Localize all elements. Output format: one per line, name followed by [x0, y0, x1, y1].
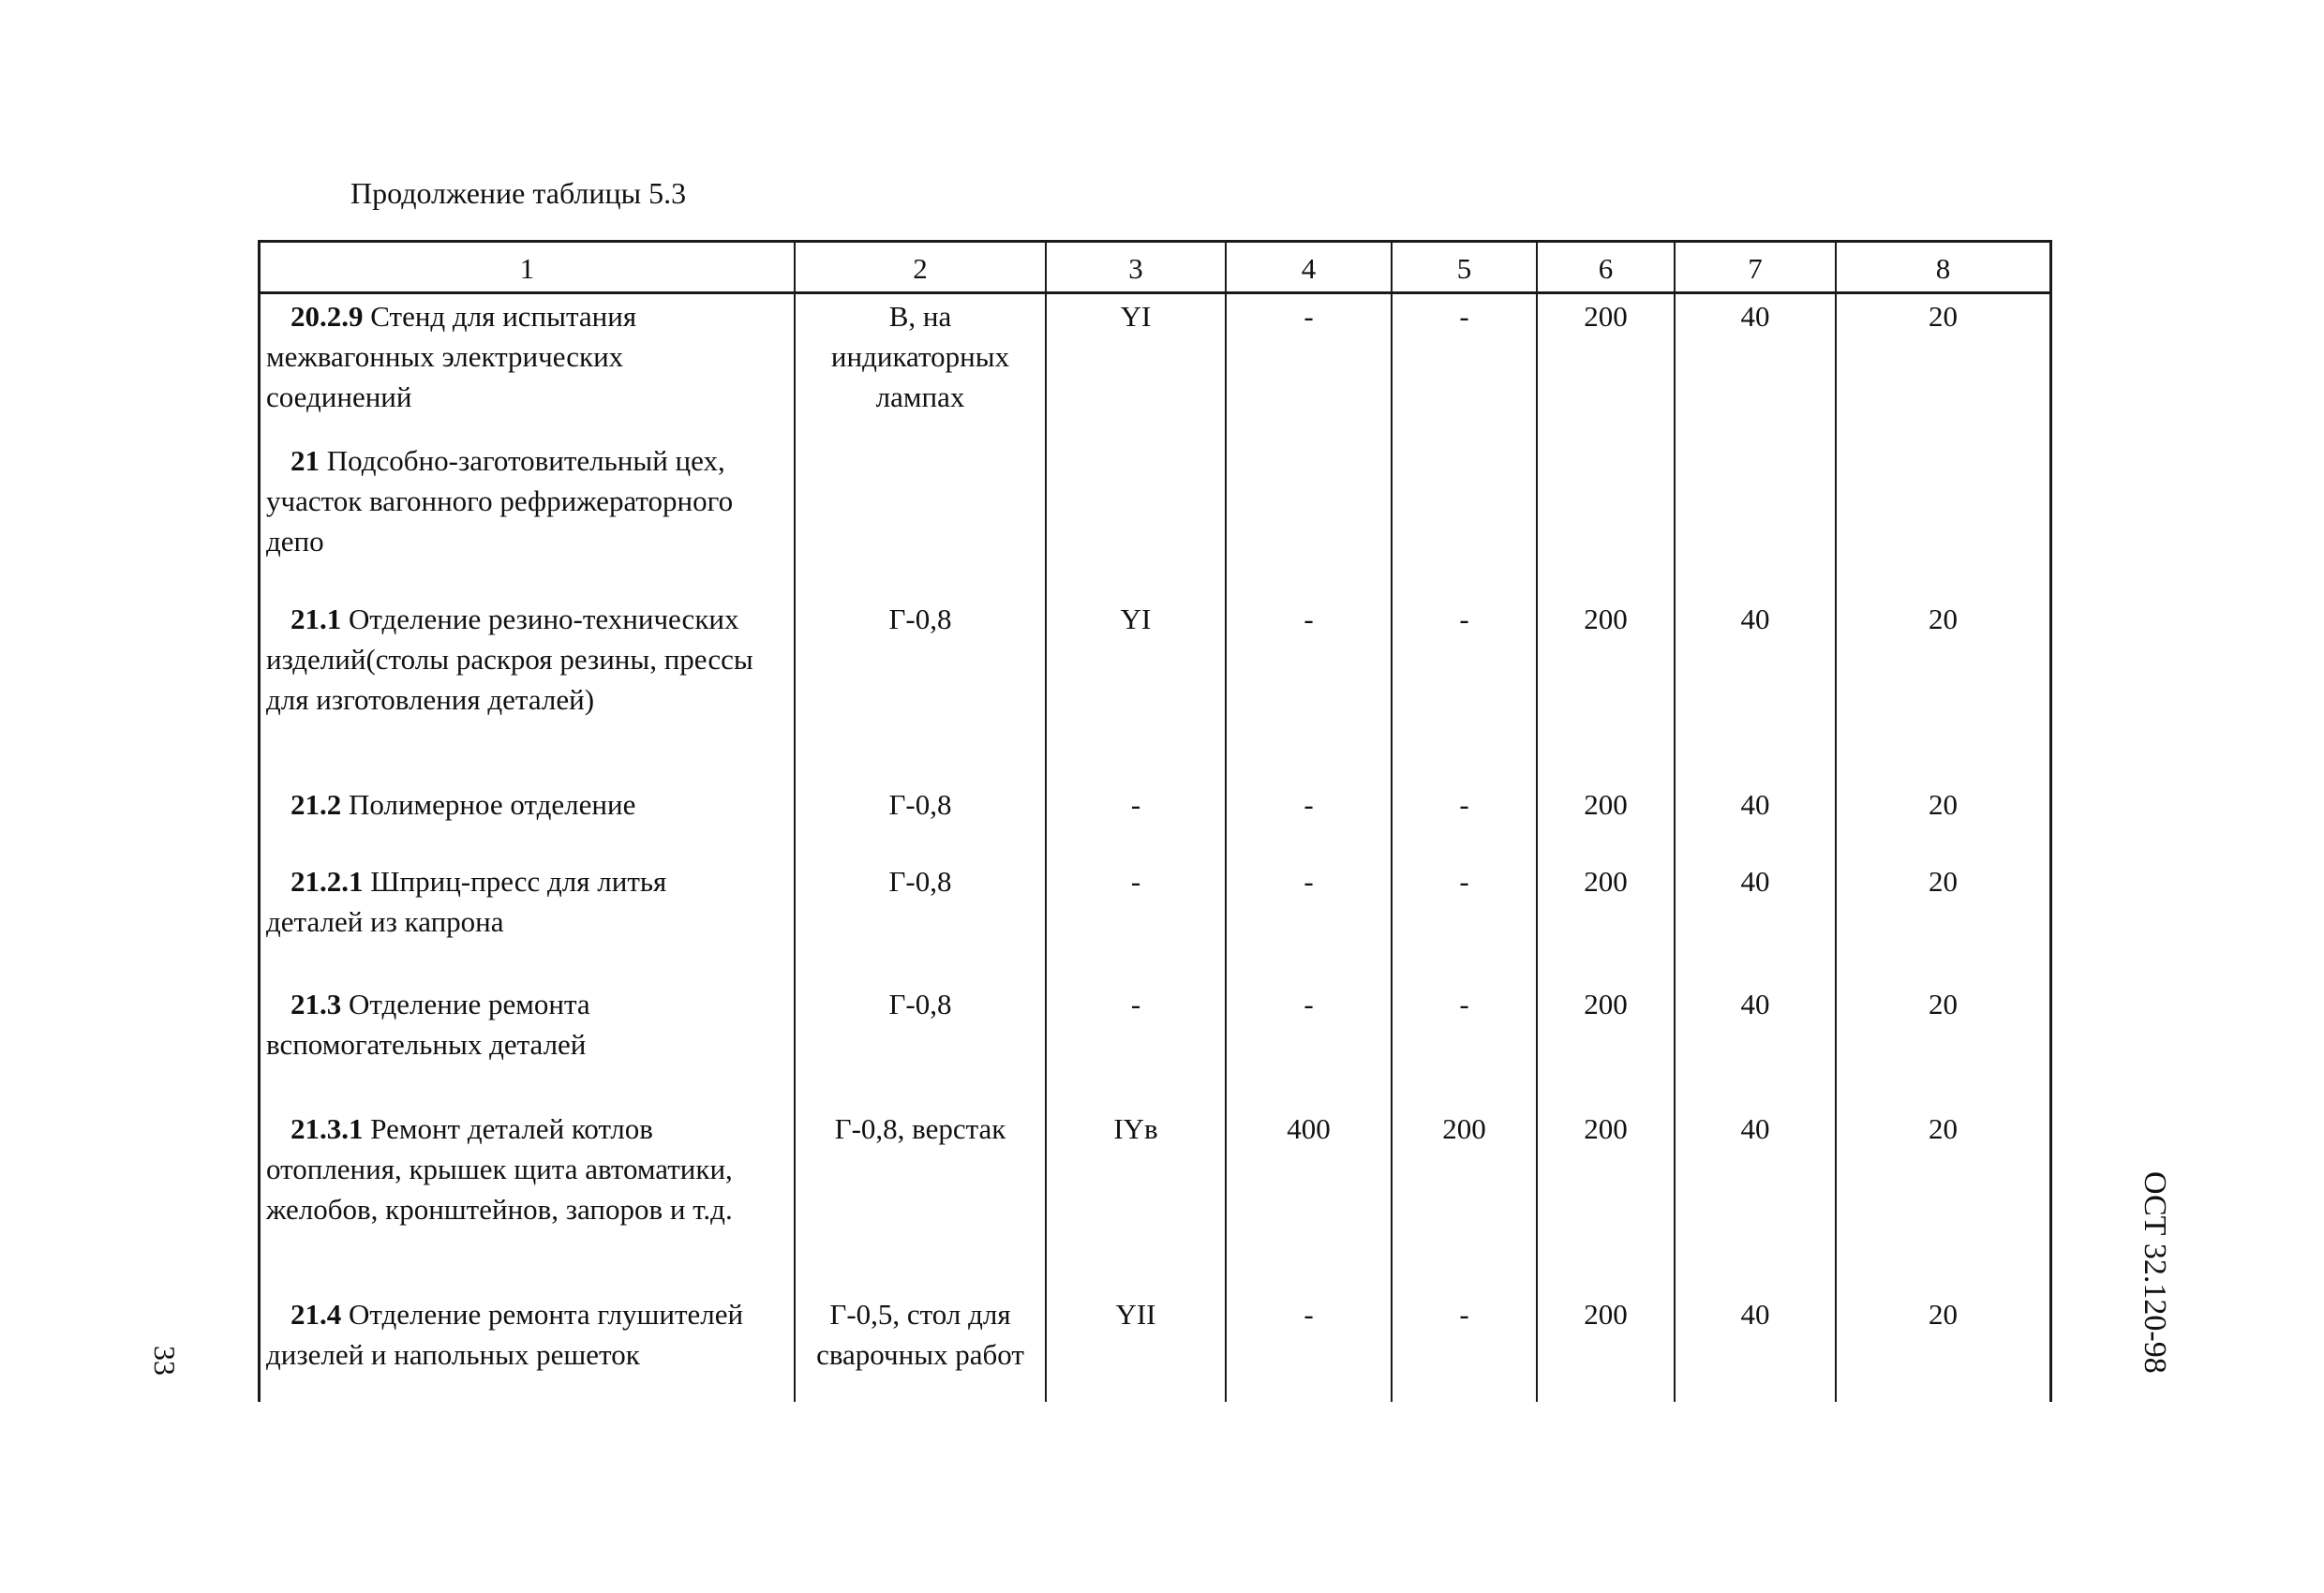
column-header-8: 8 — [1836, 243, 2049, 293]
cell-col-4: - — [1226, 1294, 1392, 1402]
cell-col-8: 20 — [1929, 987, 1958, 1020]
table-caption: Продолжение таблицы 5.3 — [350, 176, 687, 210]
cell-col-3: - — [1046, 861, 1226, 984]
cell-col-7: 40 — [1675, 293, 1836, 441]
description-line: депо — [266, 525, 324, 558]
cell-col-5: - — [1392, 861, 1537, 984]
header-row — [261, 243, 2049, 293]
cell-col-8: 20 — [1929, 300, 1958, 333]
cell-col-4: 400 — [1226, 1109, 1392, 1294]
description-line: межвагонных электрических — [266, 340, 624, 373]
item-code: 21.4 — [290, 1298, 342, 1332]
cell-col-8: 20 — [1929, 1298, 1958, 1332]
item-title: Шприц-пресс для литья — [370, 864, 667, 898]
cell-col-6 — [1537, 440, 1675, 599]
description-line: соединений — [266, 380, 412, 413]
cell-col-6: 200 — [1537, 1109, 1675, 1294]
col-2-line: индикаторных — [830, 340, 1010, 373]
table-row — [261, 1109, 2049, 1294]
table-row — [261, 984, 2049, 1109]
description-first-line — [266, 440, 788, 481]
col-2-line: сварочных работ — [816, 1338, 1024, 1372]
col-2-line: Г-0,8 — [888, 864, 952, 898]
table-row — [261, 293, 2049, 441]
item-code: 21.2 — [290, 788, 342, 822]
document-reference: ОСТ 32.120-98 — [2138, 1171, 2172, 1374]
cell-col-4: - — [1226, 984, 1392, 1109]
description-first-line — [266, 599, 788, 639]
description-first-line — [266, 784, 788, 825]
col-2-line: Г-0,8, верстак — [834, 1112, 1006, 1146]
column-header-7: 7 — [1675, 243, 1836, 293]
column-header-6: 6 — [1537, 243, 1675, 293]
description-line: для изготовления деталей) — [266, 683, 595, 717]
cell-description — [261, 861, 795, 984]
table-row — [261, 1294, 2049, 1402]
cell-description — [261, 784, 795, 860]
cell-col-7: 40 — [1675, 861, 1836, 984]
cell-col-6: 200 — [1537, 784, 1675, 860]
item-code: 21.3 — [290, 987, 342, 1020]
item-title: Полимерное отделение — [349, 788, 636, 822]
description-first-line — [266, 861, 788, 901]
cell-col-7: 40 — [1675, 1294, 1836, 1402]
cell-col-8 — [1836, 440, 2049, 599]
table-row — [261, 861, 2049, 984]
description-line: деталей из капрона — [266, 904, 504, 938]
cell-col-3: - — [1046, 984, 1226, 1109]
cell-col-2 — [795, 440, 1046, 599]
cell-description — [261, 984, 795, 1109]
cell-description — [261, 1109, 795, 1294]
cell-col-2 — [795, 1109, 1046, 1294]
cell-col-7 — [1675, 440, 1836, 599]
col-2-line: В, на — [888, 300, 952, 333]
col-2-line: Г-0,8 — [888, 788, 952, 822]
cell-col-7: 40 — [1675, 599, 1836, 784]
cell-col-6: 200 — [1537, 984, 1675, 1109]
cell-col-3: YI — [1046, 599, 1226, 784]
cell-col-4 — [1226, 440, 1392, 599]
table-row — [261, 784, 2049, 860]
cell-col-2 — [795, 1294, 1046, 1402]
item-title: Ремонт деталей котлов — [370, 1112, 653, 1146]
item-code: 21.1 — [290, 603, 342, 636]
description-first-line — [266, 984, 788, 1024]
data-table-frame — [258, 240, 2052, 1402]
description-line: желобов, кронштейнов, запоров и т.д. — [266, 1193, 733, 1227]
cell-col-3: YI — [1046, 293, 1226, 441]
cell-col-6: 200 — [1537, 293, 1675, 441]
cell-col-8: 20 — [1929, 603, 1958, 636]
item-code: 21.3.1 — [290, 1112, 364, 1146]
cell-col-6: 200 — [1537, 599, 1675, 784]
cell-col-2 — [795, 599, 1046, 784]
description-first-line — [266, 1109, 788, 1149]
cell-col-7: 40 — [1675, 1109, 1836, 1294]
cell-col-4: - — [1226, 599, 1392, 784]
cell-col-3: IYв — [1046, 1109, 1226, 1294]
col-2-line: Г-0,5, стол для — [829, 1298, 1011, 1332]
item-code: 20.2.9 — [290, 300, 364, 333]
cell-description — [261, 440, 795, 599]
cell-col-7: 40 — [1675, 984, 1836, 1109]
cell-col-2 — [795, 861, 1046, 984]
item-title: Подсобно-заготовительный цех, — [326, 444, 725, 478]
cell-col-3: YII — [1046, 1294, 1226, 1402]
cell-description — [261, 599, 795, 784]
cell-col-2 — [795, 984, 1046, 1109]
item-title: Отделение резино-технических — [349, 603, 739, 636]
table-row — [261, 440, 2049, 599]
col-2-line: Г-0,8 — [888, 603, 952, 636]
item-title: Отделение ремонта — [349, 987, 590, 1020]
cell-col-4: - — [1226, 784, 1392, 860]
col-2-line: Г-0,8 — [888, 987, 952, 1020]
table-body — [261, 293, 2049, 1403]
item-title: Стенд для испытания — [370, 300, 637, 333]
cell-col-5: - — [1392, 784, 1537, 860]
cell-col-5: - — [1392, 984, 1537, 1109]
cell-col-8: 20 — [1929, 788, 1958, 822]
item-code: 21 — [290, 444, 320, 478]
cell-col-3 — [1046, 440, 1226, 599]
description-line: отопления, крышек щита автоматики, — [266, 1153, 733, 1186]
cell-col-5: - — [1392, 1294, 1537, 1402]
data-table — [261, 243, 2049, 1402]
col-2-line: лампах — [875, 380, 965, 413]
cell-col-5: 200 — [1392, 1109, 1537, 1294]
description-first-line — [266, 296, 788, 336]
cell-col-4: - — [1226, 293, 1392, 441]
item-code: 21.2.1 — [290, 864, 364, 898]
cell-col-8: 20 — [1929, 1112, 1958, 1146]
cell-description — [261, 1294, 795, 1402]
description-line: дизелей и напольных решеток — [266, 1338, 640, 1372]
cell-col-6: 200 — [1537, 1294, 1675, 1402]
cell-col-7: 40 — [1675, 784, 1836, 860]
description-line: участок вагонного рефрижераторного — [266, 484, 734, 518]
cell-col-2 — [795, 784, 1046, 860]
cell-col-2 — [795, 293, 1046, 441]
item-title: Отделение ремонта глушителей — [349, 1298, 744, 1332]
cell-col-3: - — [1046, 784, 1226, 860]
cell-col-5: - — [1392, 293, 1537, 441]
description-line: изделий(столы раскроя резины, прессы — [266, 643, 753, 677]
column-header-3: 3 — [1046, 243, 1226, 293]
cell-col-8: 20 — [1929, 864, 1958, 898]
cell-col-5 — [1392, 440, 1537, 599]
page-number: 33 — [148, 1346, 182, 1376]
column-header-5: 5 — [1392, 243, 1537, 293]
description-line: вспомогательных деталей — [266, 1027, 587, 1061]
column-header-2: 2 — [795, 243, 1046, 293]
column-header-1: 1 — [261, 243, 795, 293]
cell-description — [261, 293, 795, 441]
table-row — [261, 599, 2049, 784]
description-first-line — [266, 1294, 788, 1334]
column-header-4: 4 — [1226, 243, 1392, 293]
cell-col-5: - — [1392, 599, 1537, 784]
cell-col-6: 200 — [1537, 861, 1675, 984]
cell-col-4: - — [1226, 861, 1392, 984]
